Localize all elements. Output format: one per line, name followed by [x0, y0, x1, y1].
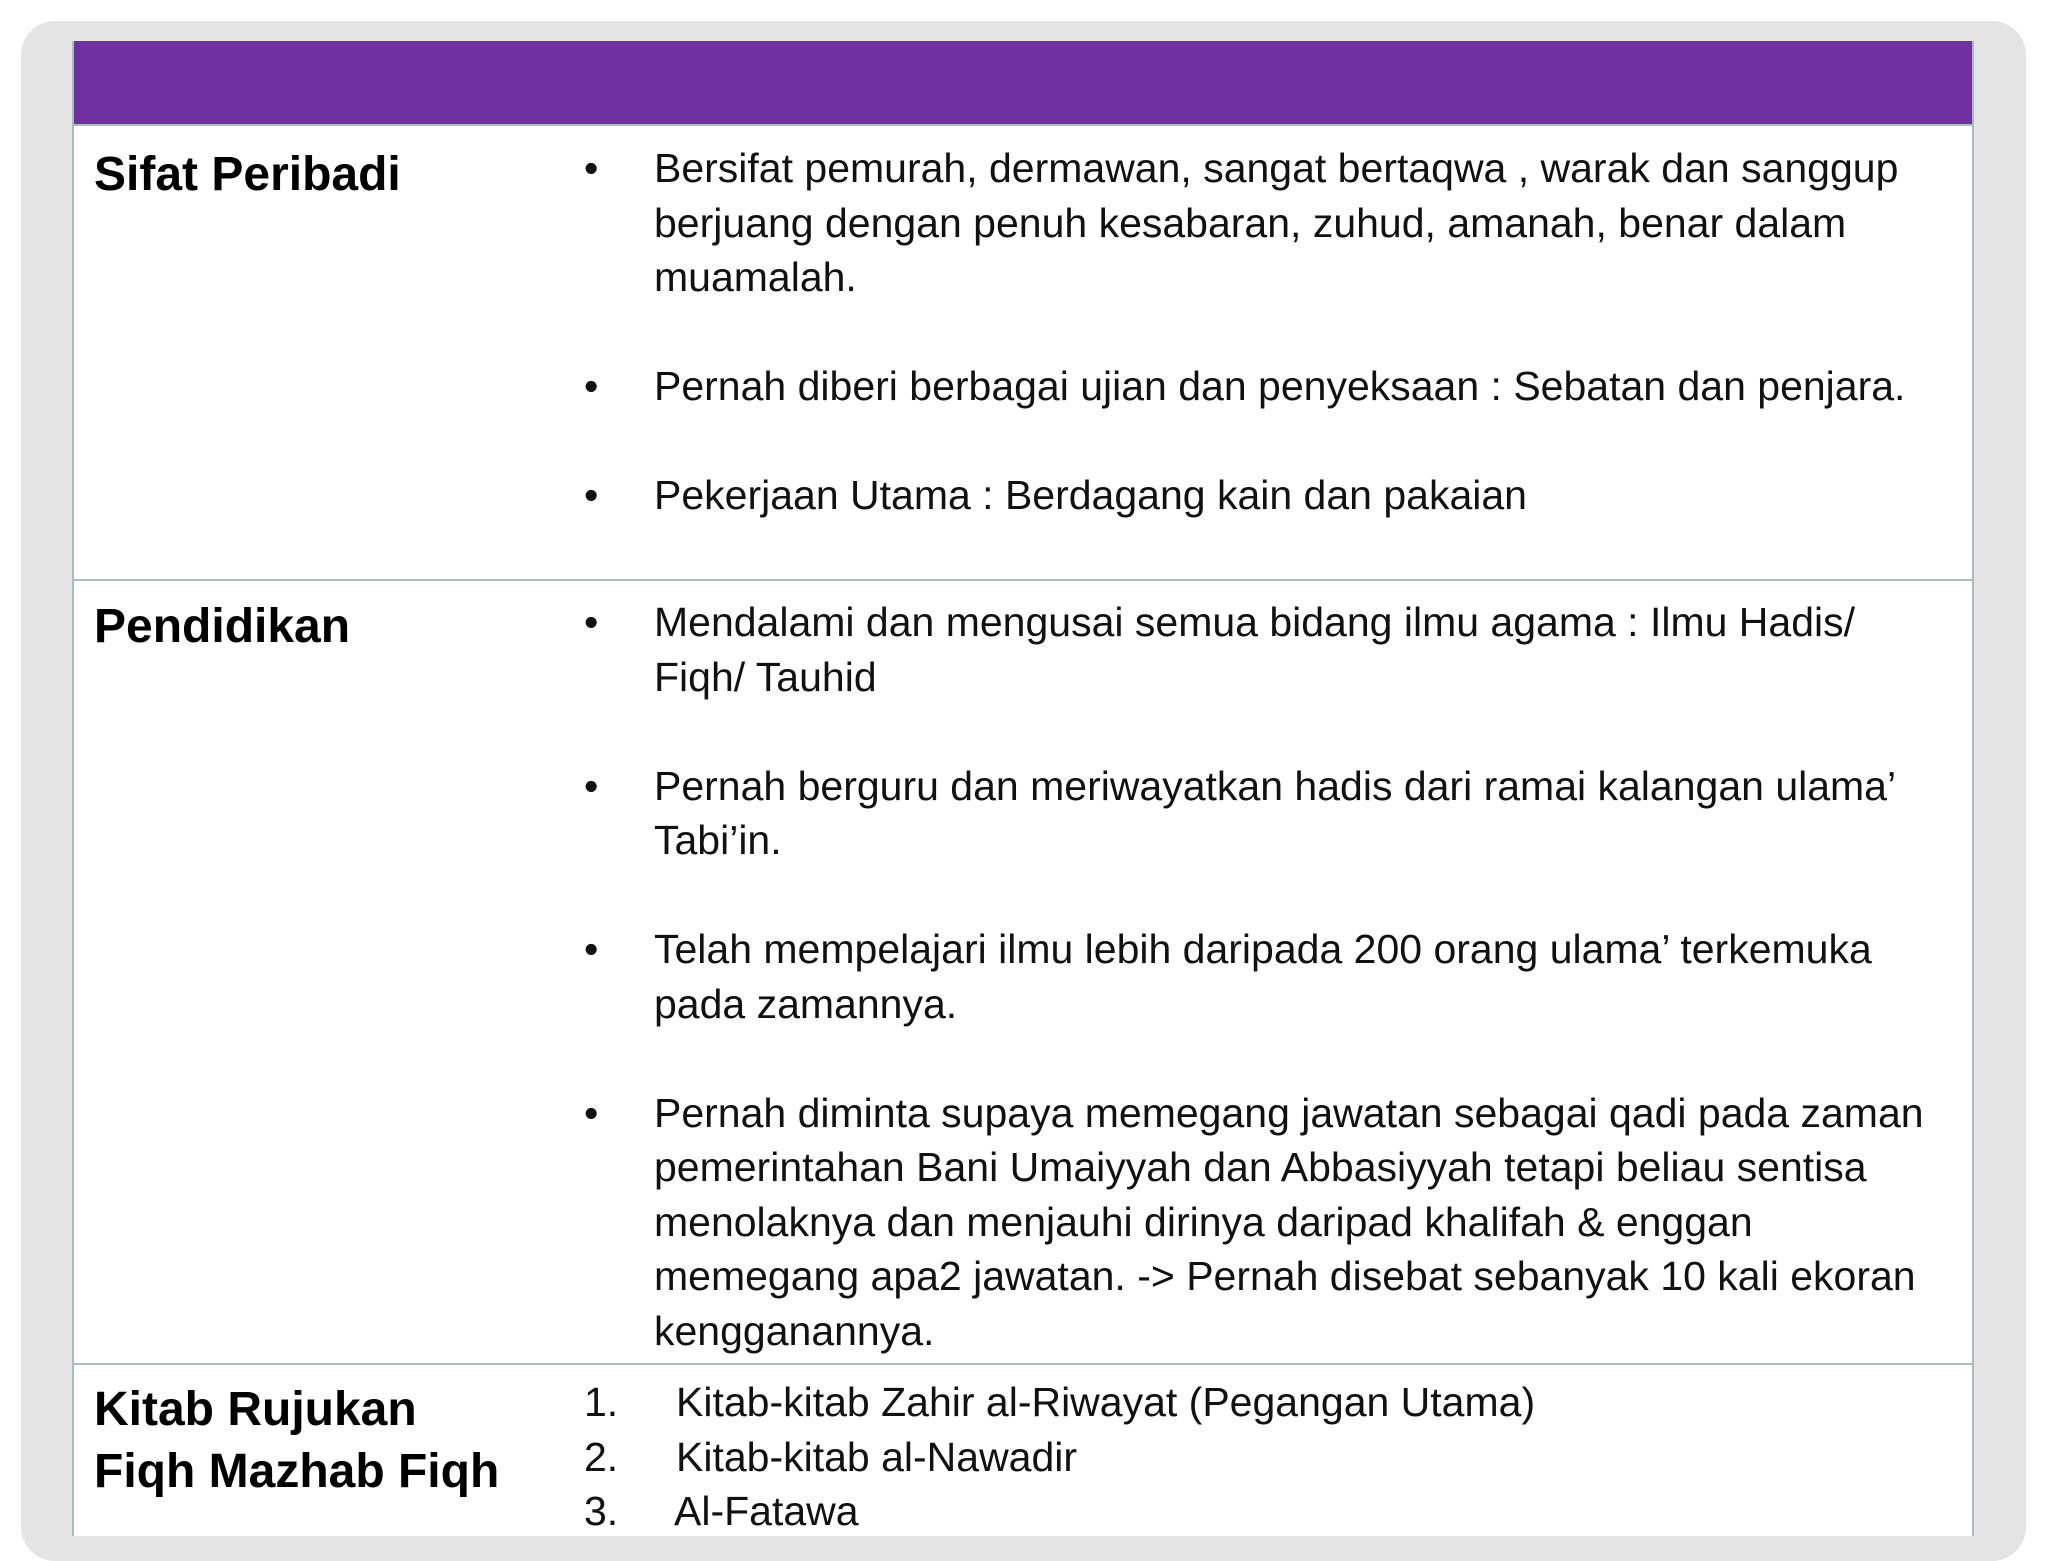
row-content	[584, 595, 1942, 1358]
row-label: Sifat Peribadi	[94, 148, 401, 201]
list-item	[584, 1484, 1942, 1536]
list-item	[584, 759, 1942, 868]
list-item	[584, 1375, 1942, 1430]
list-item-text: Pekerjaan Utama : Berdagang kain dan pakaian	[654, 472, 1527, 518]
list-item	[584, 1430, 1942, 1485]
bullet-icon: •	[584, 762, 599, 809]
bullet-list	[584, 595, 1942, 1358]
table-row-pendidikan	[74, 579, 1972, 1363]
list-item-text: Mendalami dan mengusai semua bidang ilmu agama : Ilmu Hadis/ Fiqh/ Tauhid	[654, 599, 1856, 700]
list-item	[584, 922, 1942, 1031]
list-item-text: Pernah diberi berbagai ujian dan penyeksaan : Sebatan dan penjara.	[654, 363, 1906, 409]
bullet-icon: •	[584, 472, 599, 518]
list-item	[584, 359, 1942, 414]
bullet-icon: •	[584, 1089, 599, 1136]
list-item-text: Telah mempelajari ilmu lebih daripada 200 orang ulama’ terkemuka pada zamannya.	[654, 926, 1872, 1027]
row-label: Pendidikan	[94, 600, 351, 653]
list-item-text: Pernah diminta supaya memegang jawatan sebagai qadi pada zaman pemerintahan Bani Umaiyyah dan Abbasiyyah tetapi beliau sentisa menolaknya dan menjauhi dirinya daripad khalifah & enggan memegang apa2 jawatan. -> Pernah disebat sebanyak 10 kali ekoran kengganannya.	[654, 1089, 1924, 1354]
list-item-text: Kitab-kitab Zahir al-Riwayat (Pegangan Utama)	[676, 1379, 1536, 1425]
row-content	[584, 141, 1942, 523]
table-row-sifat-peribadi	[74, 140, 1972, 623]
bullet-icon: •	[584, 926, 599, 972]
list-item	[584, 1086, 1942, 1359]
bullet-icon: •	[584, 145, 599, 191]
table-row-kitab-rujukan	[74, 1363, 1972, 1536]
list-item-text: Kitab-kitab al-Nawadir	[676, 1433, 1078, 1480]
list-item	[584, 468, 1942, 523]
list-item-text: Al-Fatawa	[674, 1488, 859, 1534]
table-header-band	[74, 41, 1972, 126]
row-label: Kitab Rujukan Fiqh Mazhab Fiqh	[94, 1383, 500, 1498]
row-content	[584, 1375, 1942, 1536]
list-item-text: Pernah berguru dan meriwayatkan hadis dari ramai kalangan ulama’ Tabi’in.	[654, 762, 1895, 863]
numbered-list	[584, 1375, 1942, 1536]
bullet-icon: •	[584, 599, 599, 645]
list-number: 1.	[584, 1379, 619, 1425]
bullet-list	[584, 141, 1942, 523]
list-item	[584, 595, 1942, 704]
content-table	[72, 41, 1974, 1536]
bullet-icon: •	[584, 363, 599, 409]
list-item	[584, 141, 1942, 305]
list-item-text: Bersifat pemurah, dermawan, sangat bertaqwa , warak dan sanggup berjuang dengan penuh kesabaran, zuhud, amanah, benar dalam muamalah.	[654, 145, 1899, 300]
list-number: 2.	[584, 1433, 619, 1480]
list-number: 3.	[584, 1488, 619, 1534]
